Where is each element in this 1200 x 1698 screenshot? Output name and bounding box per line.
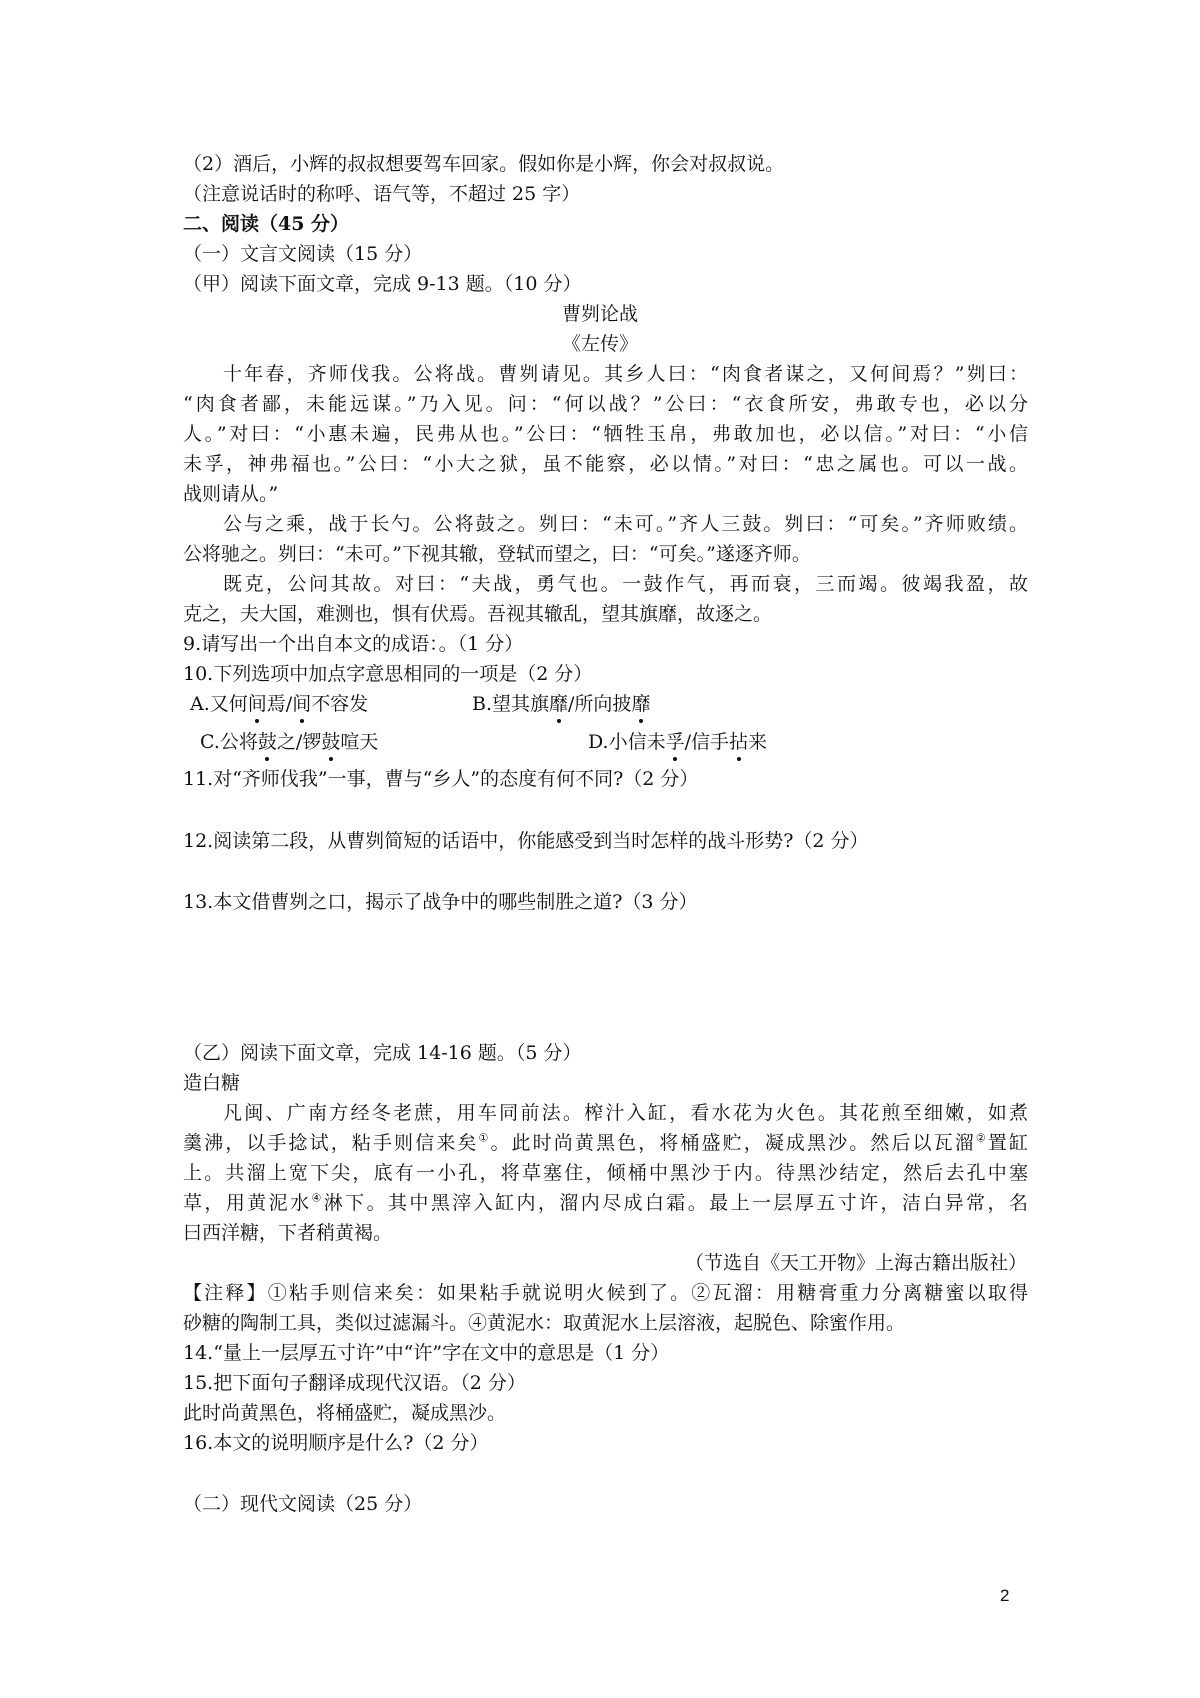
question-13: 13.本文借曹刿之口，揭示了战争中的哪些制胜之道?（3 分） (183, 891, 698, 913)
option-d: D.小信未孚/信手拈来 (588, 731, 768, 753)
passage-line: 曰西洋糖，下者稍黄褐。 (183, 1222, 393, 1244)
section-heading-reading: 二、阅读（45 分） (183, 213, 350, 235)
question-14: 14.“量上一层厚五寸许”中“许”字在文中的意思是（1 分） (183, 1342, 670, 1364)
passage-line: 既克，公问其故。对曰：“夫战，勇气也。一鼓作气，再而衰，三而竭。彼竭我盈，故 (223, 573, 1028, 595)
passage-line: 战则请从。” (183, 483, 279, 505)
passage-line: 克之，夫大国，难测也，惧有伏焉。吾视其辙乱，望其旗靡，故逐之。 (183, 603, 773, 625)
passage-line: 羹沸，以手捻试，粘手则信来矣①。此时尚黄黑色，将桶盛贮，凝成黑沙。然后以瓦溜②置缸 (183, 1131, 1028, 1154)
passage-title: 曹刿论战 (561, 303, 638, 325)
part-yi-instruction: （乙）阅读下面文章，完成 14-16 题。（5 分） (183, 1042, 582, 1064)
passage-line: 草，用黄泥水④淋下。其中黑滓入缸内，溜内尽成白霜。最上一层厚五寸许，洁白异常，名 (183, 1191, 1028, 1214)
question-8-2-note: （注意说话时的称呼、语气等，不超过 25 字） (183, 183, 581, 205)
option-c: C.公将鼓之/锣鼓喧天 (200, 731, 379, 753)
passage-line: 十年春，齐师伐我。公将战。曹刿请见。其乡人曰：“肉食者谋之，又何间焉？”刿曰： (223, 363, 1028, 385)
annotation-line: 砂糖的陶制工具，类似过滤漏斗。④黄泥水：取黄泥水上层溶液，起脱色、除蜜作用。 (183, 1312, 906, 1334)
passage-line: 公与之乘，战于长勺。公将鼓之。刿曰：“未可。”齐人三鼓。刿曰：“可矣。”齐师败绩。 (223, 513, 1028, 535)
question-9: 9.请写出一个出自本文的成语：。（1 分） (183, 633, 524, 655)
question-8-2: （2）酒后，小辉的叔叔想要驾车回家。假如你是小辉，你会对叔叔说。 (183, 153, 785, 175)
passage-line: 上。共溜上宽下尖，底有一小孔，将草塞住，倾桶中黑沙于内。待黑沙结定，然后去孔中塞 (183, 1162, 1028, 1184)
annotation-line: 【注释】①粘手则信来矣：如果粘手就说明火候到了。②瓦溜：用糖膏重力分离糖蜜以取得 (183, 1282, 1028, 1304)
passage-line: 凡闽、广南方经冬老蔗，用车同前法。榨汁入缸，看水花为火色。其花煎至细嫩，如煮 (223, 1102, 1028, 1124)
question-11: 11.对“齐师伐我”一事，曹与“乡人”的态度有何不同?（2 分） (183, 768, 699, 790)
passage-source: 《左传》 (561, 333, 638, 355)
subsection-classical-reading: （一）文言文阅读（15 分） (183, 243, 423, 265)
question-15: 15.把下面句子翻译成现代汉语。（2 分） (183, 1372, 526, 1394)
page-number: 2 (1000, 1586, 1010, 1605)
option-a: A.又何间焉/间不容发 (190, 693, 369, 715)
question-15-sentence: 此时尚黄黑色，将桶盛贮，凝成黑沙。 (183, 1402, 507, 1424)
question-16: 16.本文的说明顺序是什么?（2 分） (183, 1432, 489, 1454)
part-jia-instruction: （甲）阅读下面文章，完成 9-13 题。（10 分） (183, 273, 582, 295)
passage-line: 公将驰之。刿曰：“未可。”下视其辙，登轼而望之，曰：“可矣。”遂逐齐师。 (183, 543, 811, 565)
passage-b-source: （节选自《天工开物》上海古籍出版社） (684, 1252, 1027, 1274)
passage-line: “肉食者鄙，未能远谋。”乃入见。问：“何以战？”公曰：“衣食所安，弗敢专也，必以分 (183, 393, 1028, 415)
passage-line: 人。”对曰：“小惠未遍，民弗从也。”公曰：“牺牲玉帛，弗敢加也，必以信。”对曰：“小信 (183, 423, 1028, 445)
option-b: B.望其旗靡/所向披靡 (472, 693, 651, 715)
passage-line: 未孚，神弗福也。”公曰：“小大之狱，虽不能察，必以情。”对曰：“忠之属也。可以一战。 (183, 453, 1028, 475)
passage-b-title: 造白糖 (183, 1072, 241, 1094)
subsection-modern-reading: （二）现代文阅读（25 分） (183, 1493, 423, 1515)
question-10: 10.下列选项中加点字意思相同的一项是（2 分） (183, 663, 593, 685)
question-12: 12.阅读第二段，从曹刿简短的话语中，你能感受到当时怎样的战斗形势?（2 分） (183, 830, 869, 852)
